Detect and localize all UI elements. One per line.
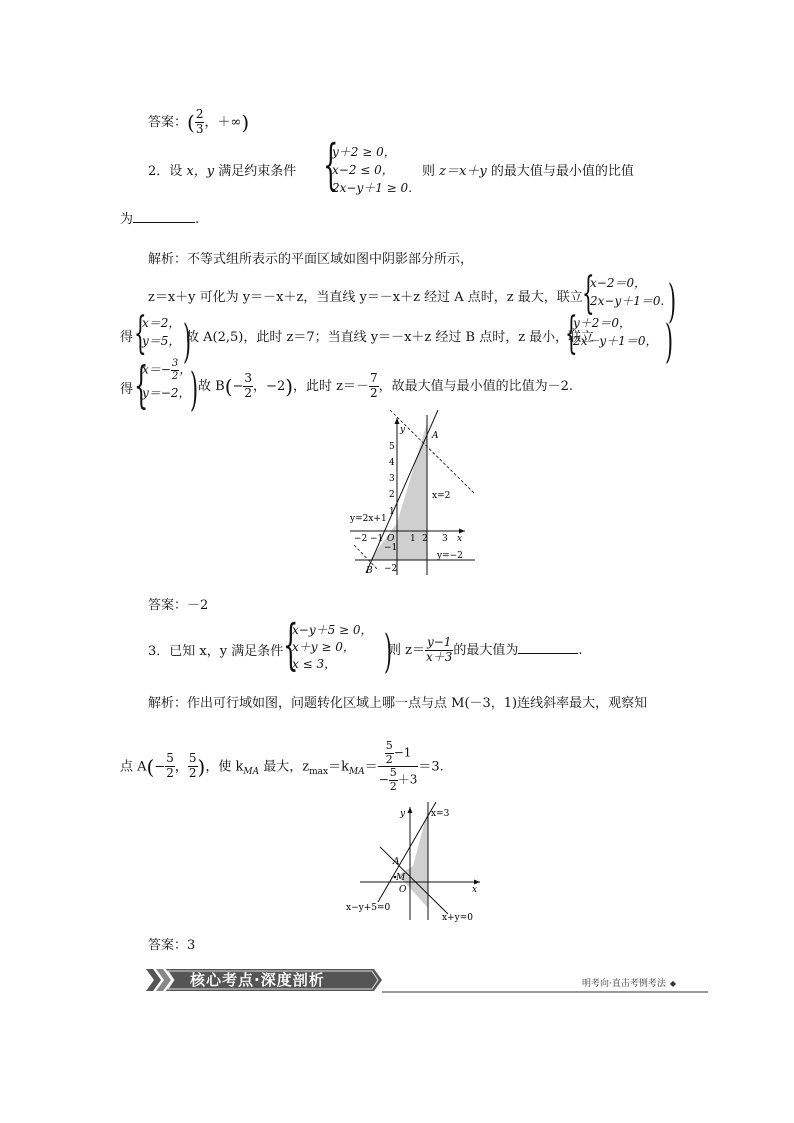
point-B-label: B — [366, 566, 373, 576]
y-tick-neg2: −2 — [384, 564, 398, 574]
sys3-brace: { — [565, 308, 578, 359]
y-tick-1: 1 — [389, 507, 395, 517]
x-tick-2: 2 — [422, 534, 428, 544]
q2-stem-start: 2．设 x，y 满足约束条件 — [148, 164, 297, 179]
sys2-close: ) — [183, 314, 192, 368]
q3-answer: 答案：3 — [148, 938, 196, 953]
banner-right-text: 明考向·直击考例考法 ◆ — [582, 979, 677, 989]
axis-x-label-1: x — [457, 534, 463, 544]
axis-y-label-2: y — [400, 809, 406, 819]
eq-x-2-label: x=2 — [432, 491, 451, 501]
origin-label-2: O — [399, 885, 407, 895]
q2-solution-line2: z＝x＋y 可化为 y＝－x＋z，当直线 y＝－x＋z 经过 A 点时，z 最大，联立 — [148, 290, 583, 305]
y-tick-4: 4 — [389, 458, 395, 468]
q2-answer: 答案：－2 — [148, 598, 209, 613]
x-tick-1: 1 — [410, 534, 416, 544]
sys1-close: ) — [668, 274, 677, 328]
eq-x-3-label: x=3 — [431, 809, 450, 819]
q2-solution-line1: 解析：不等式组所表示的平面区域如图中阴影部分所示， — [148, 252, 474, 267]
axis-y-label-1: y — [400, 425, 406, 435]
eq-y-2x1-label: y=2x+1 — [350, 514, 387, 524]
sys2-brace: { — [134, 308, 147, 359]
system-3: y＋2＝0， 2x－y＋1＝0， — [573, 316, 658, 348]
q3-stem-end: 则 z＝ $\frac{y-1}{x+3}$ 的最大值为 . — [388, 635, 583, 664]
point-M-label: M — [396, 873, 406, 883]
q2-solution-de: 得 — [120, 330, 134, 345]
q1-answer: 答案：( $\frac{2}{3}$ ，＋∞) — [148, 107, 250, 136]
eq-y-neg2-label: y=−2 — [437, 551, 463, 561]
q2-solution-de2: 得 — [120, 382, 134, 397]
sys4-brace: { — [134, 356, 149, 414]
q3-solution-line2: 点 A(− $\frac{5}{2}$ ， $\frac{5}{2}$ )，使 $k_{MA}$ 最大，$z_{max}=k_{MA}=$ $\frac{5}{2}$ −1 − $\frac{5}{2}$ ＋3 ＝3. — [120, 739, 444, 793]
banner-title: 核心考点·深度剖析 — [190, 971, 325, 989]
q2-solution-line4: 故 B(− $\frac{3}{2}$ ，−2)，此时 z＝－ $\frac{7}{2}$ ，故最大值与最小值的比值为－2. — [198, 371, 574, 400]
feasible-region-graph-2 — [340, 802, 490, 927]
q2-stem-line2: 为 . — [120, 212, 200, 227]
y-tick-3: 3 — [389, 474, 395, 484]
q3-solution-line1: 解析：作出可行域如图，问题转化区域上哪一点与点 M(－3，1)连线斜率最大，观察知 — [148, 696, 648, 711]
feasible-region-graph-1 — [340, 410, 490, 580]
y-tick-2: 2 — [389, 490, 395, 500]
q3-constraints: x−y＋5 ≥ 0， x＋y ≥ 0， x ≤ 3， — [292, 623, 373, 671]
y-tick-neg1: −1 — [384, 543, 398, 553]
system-4: x＝− $\frac{3}{2}$ ， y＝−2， — [142, 358, 192, 400]
y-tick-5: 5 — [389, 442, 395, 452]
x-tick-neg1: −1 — [370, 534, 384, 544]
point-A-label-1: A — [432, 431, 439, 441]
sys3-close: ) — [665, 314, 674, 368]
point-A-label-2: A — [393, 857, 400, 867]
system-2: x＝2， y＝5， — [142, 316, 181, 348]
eq-x-y-5-label: x−y+5=0 — [346, 903, 391, 913]
q2-solution-line3: 故 A(2,5)，此时 z＝7；当直线 y＝－x＋z 经过 B 点时，z 最小，联立 — [186, 330, 595, 345]
q2-brace: { — [323, 133, 339, 196]
sys1-brace: { — [582, 268, 595, 319]
eq-x-plus-y-label: x+y=0 — [442, 913, 473, 923]
diamond-icon: ◆ — [669, 979, 677, 988]
x-tick-neg2: −2 — [354, 534, 368, 544]
axis-x-label-2: x — [472, 885, 478, 895]
system-1: x−2＝0， 2x−y＋1＝0. — [590, 276, 665, 308]
q3-stem-start: 3．已知 x，y 满足条件 — [148, 644, 284, 659]
q2-stem-end: 则 z＝x＋y 的最大值与最小值的比值 — [422, 164, 634, 179]
origin-label-1: O — [387, 534, 395, 544]
q3-close: ) — [384, 624, 393, 678]
q3-brace: { — [283, 613, 299, 676]
sys4-close: ) — [190, 362, 199, 416]
q2-constraints: y＋2 ≥ 0， x−2 ≤ 0， 2x−y＋1 ≥ 0. — [332, 145, 413, 195]
x-tick-3: 3 — [442, 534, 448, 544]
